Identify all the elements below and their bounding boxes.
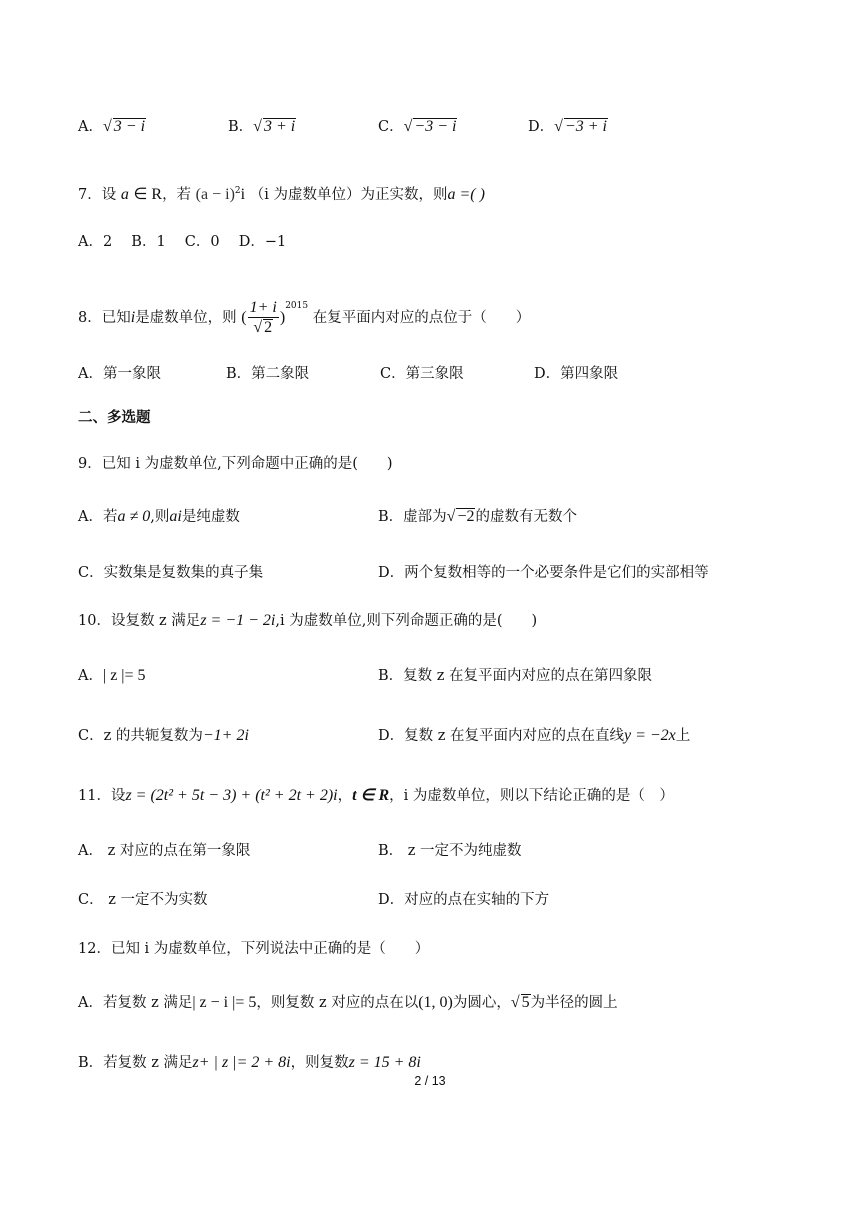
q9-option-d: D．两个复数相等的一个必要条件是它们的实部相等	[378, 565, 709, 581]
q11-option-b: B． z 一定不为纯虚数	[378, 843, 522, 859]
q7-options: A．2 B．1 C．0 D．−1	[78, 234, 287, 250]
q11-option-c: C． z 一定不为实数	[78, 892, 208, 908]
q6-option-b: B．√ 3 + i	[228, 118, 296, 135]
q8-option-a: A．第一象限	[78, 366, 161, 382]
q9-stem: 9．已知 i 为虚数单位,下列命题中正确的是( )	[78, 456, 393, 472]
section-heading: 二、多选题	[78, 410, 151, 426]
q7-stem: 7．设 a ∈ R，若 $(a - i)^2i$ （i 为虚数单位）为正实数，则a =( )	[78, 185, 485, 203]
q8-option-d: D．第四象限	[534, 366, 619, 382]
q10-option-c: C．z 的共轭复数为−1+ 2i	[78, 727, 249, 744]
q10-option-a: A．| z |= 5	[78, 667, 146, 684]
q6-option-c: C．√ −3 − i	[378, 118, 457, 135]
q9-option-c: C．实数集是复数集的真子集	[78, 565, 264, 581]
q9-option-b: B．虚部为√ −2的虚数有无数个	[378, 508, 577, 525]
q11-stem: 11．设z = (2t² + 5t − 3) + (t² + 2t + 2)i，t ∈ R，i 为虚数单位，则以下结论正确的是（ ）	[78, 787, 674, 804]
q8-fraction: $\frac{1+ i}{√ 2}$	[249, 298, 277, 336]
q10-option-b: B．复数 z 在复平面内对应的点在第四象限	[378, 668, 653, 684]
q10-option-d: D．复数 z 在复平面内对应的点在直线y = −2x上	[378, 727, 691, 744]
q6-option-a: A．√ 3 − i	[78, 118, 146, 135]
q6-option-d: D．√ −3 + i	[528, 118, 607, 135]
q8-option-c: C．第三象限	[380, 366, 464, 382]
q11-option-a: A． z 对应的点在第一象限	[78, 843, 251, 859]
page-number: 2 / 13	[414, 1074, 446, 1088]
q9-option-a: A．若a ≠ 0,则ai是纯虚数	[78, 508, 240, 525]
q11-option-d: D．对应的点在实轴的下方	[378, 892, 550, 908]
q10-stem: 10．设复数 z 满足z = −1 − 2i,i 为虚数单位,则下列命题正确的是( )	[78, 612, 538, 629]
q12-option-b: B．若复数 z 满足z+ | z |= 2 + 8i，则复数z = 15 + 8i	[78, 1054, 421, 1071]
q8-stem: 8．已知i是虚数单位，则 ( $\frac{1+ i}{√ 2}$ )$^{2015}$ 在复平面内对应的点位于（ ）	[78, 298, 531, 336]
q12-option-a: A．若复数 z 满足| z − i |= 5，则复数 z 对应的点在以(1, 0)为圆心，√ 5为半径的圆上	[78, 994, 618, 1011]
q8-option-b: B．第二象限	[226, 366, 310, 382]
q12-stem: 12．已知 i 为虚数单位，下列说法中正确的是（ ）	[78, 941, 430, 957]
